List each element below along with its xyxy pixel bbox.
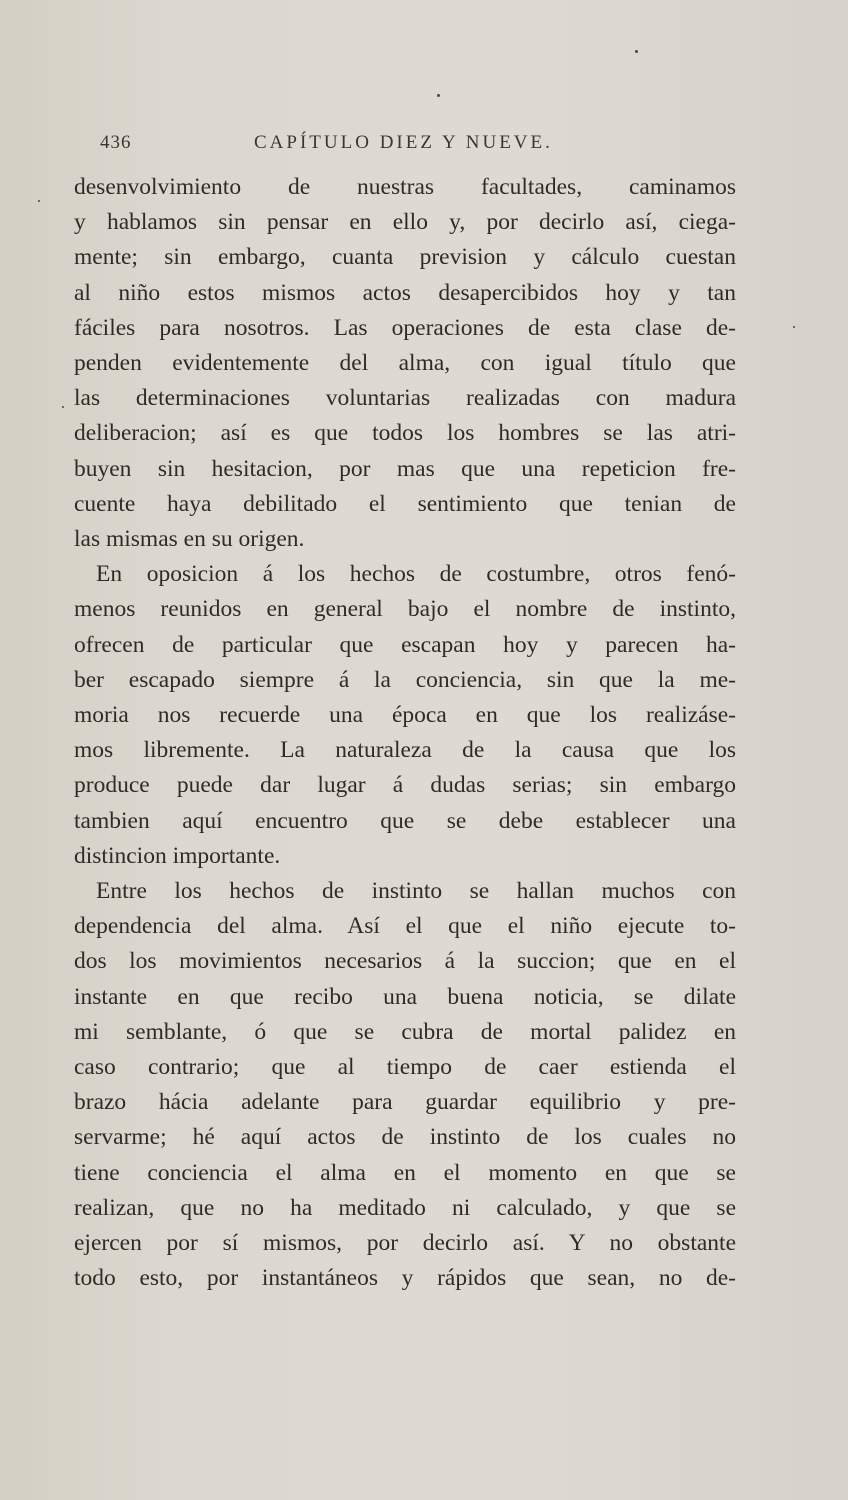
- text-line: mi semblante, ó que se cubra de mortal palidez en: [74, 1018, 736, 1045]
- text-line: todo esto, por instantáneos y rápidos que sean, no de-: [74, 1265, 736, 1292]
- print-speck: [793, 326, 795, 328]
- text-line: penden evidentemente del alma, con igual título que: [74, 350, 736, 377]
- text-line: distincion importante.: [74, 842, 281, 869]
- text-line: En oposicion á los hechos de costumbre, otros fenó-: [96, 561, 736, 588]
- page-number: 436: [100, 132, 132, 153]
- print-speck: [437, 94, 440, 97]
- print-speck: [635, 50, 638, 53]
- text-line: las determinaciones voluntarias realizadas con madura: [74, 385, 736, 412]
- text-line: produce puede dar lugar á dudas serias; sin embargo: [74, 772, 736, 799]
- text-line: y hablamos sin pensar en ello y, por decirlo así, ciega-: [74, 209, 736, 236]
- paragraph: [74, 874, 736, 1296]
- text-line: mos libremente. La naturaleza de la causa que los: [74, 737, 736, 764]
- text-line: buyen sin hesitacion, por mas que una repeticion fre-: [74, 455, 736, 482]
- text-line: dependencia del alma. Así el que el niño ejecute to-: [74, 913, 736, 940]
- text-line: brazo hácia adelante para guardar equilibrio y pre-: [74, 1089, 736, 1116]
- text-line: tambien aquí encuentro que se debe establecer una: [74, 807, 736, 834]
- paragraph: [74, 557, 736, 874]
- print-speck: [38, 200, 40, 202]
- text-line: las mismas en su origen.: [74, 526, 305, 553]
- text-line: moria nos recuerde una época en que los realizáse-: [74, 702, 736, 729]
- text-line: ofrecen de particular que escapan hoy y parecen ha-: [74, 631, 736, 658]
- text-line: cuente haya debilitado el sentimiento que tenian de: [74, 490, 736, 517]
- text-line: ber escapado siempre á la conciencia, sin que la me-: [74, 666, 736, 693]
- text-line: desenvolvimiento de nuestras facultades, caminamos: [74, 174, 736, 200]
- text-line: Entre los hechos de instinto se hallan muchos con: [96, 878, 736, 905]
- text-line: menos reunidos en general bajo el nombre de instinto,: [74, 596, 736, 623]
- text-line: ejercen por sí mismos, por decirlo así. Y no obstante: [74, 1230, 736, 1257]
- print-speck: [62, 406, 64, 408]
- text-line: mente; sin embargo, cuanta prevision y cálculo cuestan: [74, 244, 736, 271]
- text-line: tiene conciencia el alma en el momento en que se: [74, 1159, 736, 1186]
- text-line: caso contrario; que al tiempo de caer estienda el: [74, 1054, 736, 1081]
- text-line: realizan, que no ha meditado ni calculado, y que se: [74, 1194, 736, 1221]
- text-line: dos los movimientos necesarios á la succion; que en el: [74, 948, 736, 975]
- text-line: servarme; hé aquí actos de instinto de los cuales no: [74, 1124, 736, 1151]
- text-line: al niño estos mismos actos desapercibidos hoy y tan: [74, 279, 736, 306]
- running-head: [74, 124, 754, 164]
- body-text: [74, 170, 736, 1297]
- text-line: deliberacion; así es que todos los hombres se las atri-: [74, 420, 736, 447]
- chapter-title: CAPÍTULO DIEZ Y NUEVE.: [254, 132, 553, 153]
- text-line: fáciles para nosotros. Las operaciones de esta clase de-: [74, 314, 736, 341]
- paragraph: [74, 170, 736, 557]
- text-line: instante en que recibo una buena noticia, se dilate: [74, 983, 736, 1010]
